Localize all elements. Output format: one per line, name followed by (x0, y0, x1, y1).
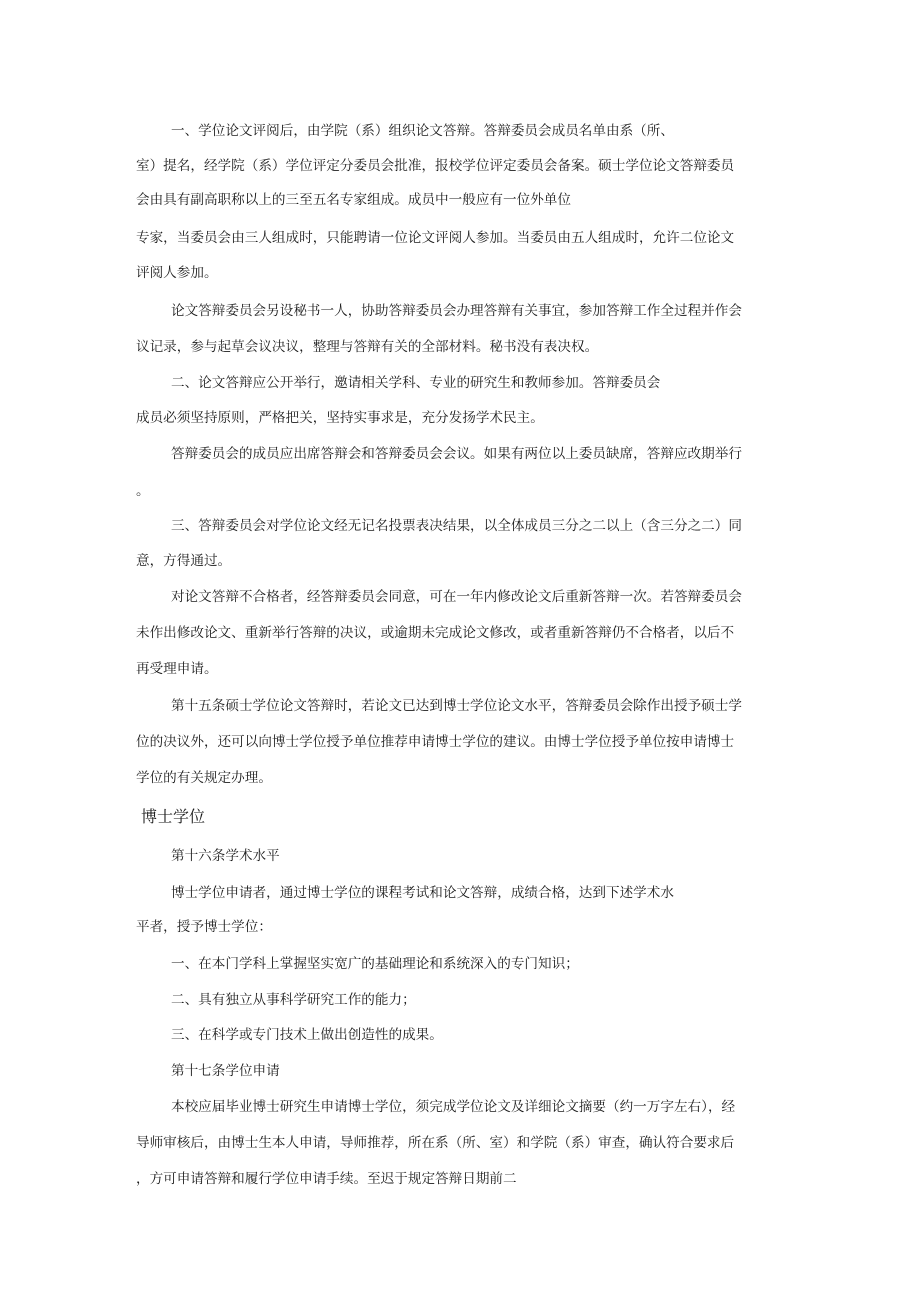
text-line: 博士学位申请者，通过博士学位的课程考试和论文答辩，成绩合格，达到下述学术水 (171, 885, 674, 901)
text-line: 专家，当委员会由三人组成时，只能聘请一位论文评阅人参加。当委员由五人组成时，允许二位论文 (136, 230, 735, 246)
text-line: 论文答辩委员会另设秘书一人，协助答辩委员会办理答辩有关事宜，参加答辩工作全过程并作会 (171, 303, 742, 319)
text-line: 第十六条学术水平 (171, 848, 280, 864)
text-line: 未作出修改论文、重新举行答辩的决议，或逾期未完成论文修改，或者重新答辩仍不合格者，以后不 (136, 625, 735, 641)
text-line: 学位的有关规定办理。 (136, 770, 272, 786)
text-line: 评阅人参加。 (136, 265, 218, 281)
text-line: 。 (136, 483, 150, 499)
text-line: 室）提名，经学院（系）学位评定分委员会批准，报校学位评定委员会备案。硕士学位论文答辩委员 (136, 158, 735, 174)
text-line: 位的决议外，还可以向博士学位授予单位推荐申请博士学位的建议。由博士学位授予单位按申请博士 (136, 734, 735, 750)
text-line: 第十五条硕士学位论文答辩时，若论文已达到博士学位论文水平，答辩委员会除作出授予硕士学 (171, 698, 742, 714)
text-line: 对论文答辩不合格者，经答辩委员会同意，可在一年内修改论文后重新答辩一次。若答辩委员会 (171, 589, 742, 605)
text-line: 会由具有副高职称以上的三至五名专家组成。成员中一般应有一位外单位 (136, 192, 571, 208)
text-line: 意，方得通过。 (136, 553, 232, 569)
text-line: 议记录，参与起草会议决议，整理与答辩有关的全部材料。秘书没有表决权。 (136, 339, 599, 355)
text-line: 导师审核后，由博士生本人申请，导师推荐，所在系（所、室）和学院（系）审查，确认符合要求后 (136, 1135, 735, 1151)
section-heading: 博士学位 (141, 807, 206, 826)
text-line: 二、具有独立从事科学研究工作的能力； (171, 992, 416, 1008)
text-line: 二、论文答辩应公开举行，邀请相关学科、专业的研究生和教师参加。答辩委员会 (171, 375, 661, 391)
text-line: 第十七条学位申请 (171, 1063, 280, 1079)
text-line: 答辩委员会的成员应出席答辩会和答辩委员会会议。如果有两位以上委员缺席，答辩应改期举行 (171, 446, 742, 462)
text-line: 三、答辩委员会对学位论文经无记名投票表决结果，以全体成员三分之二以上（含三分之二）同 (171, 518, 742, 534)
text-line: 本校应届毕业博士研究生申请博士学位，须完成学位论文及详细论文摘要（约一万字左右），经 (171, 1099, 736, 1115)
text-line: 三、在科学或专门技术上做出创造性的成果。 (171, 1027, 443, 1043)
text-line: 平者，授予博士学位： (136, 919, 272, 935)
text-line: 再受理申请。 (136, 661, 218, 677)
text-line: 一、在本门学科上掌握坚实宽广的基础理论和系统深入的专门知识； (171, 956, 579, 972)
text-line: 成员必须坚持原则，严格把关，坚持实事求是，充分发扬学术民主。 (136, 410, 544, 426)
text-line: 一、学位论文评阅后，由学院（系）组织论文答辩。答辩委员会成员名单由系（所、 (171, 123, 674, 139)
text-line: ，方可申请答辩和履行学位申请手续。至迟于规定答辩日期前二 (136, 1171, 517, 1187)
